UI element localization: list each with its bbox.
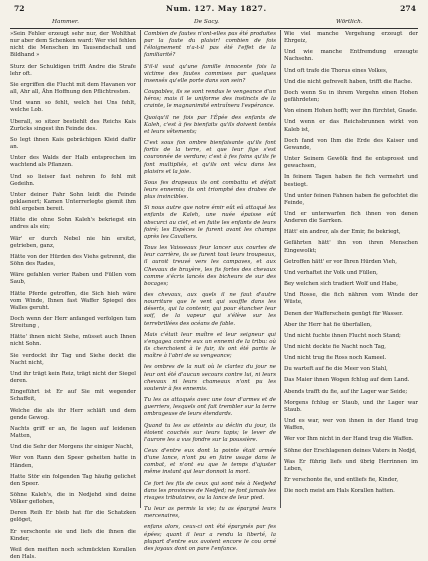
page-header (6, 4, 422, 18)
verse-paragraph: C'est sous fon ombre bienfaisante qu'ils font fortis de la terre, et que leur fige s'est couronnée de verdure; c'est à fes foins qu'ils fe font multipliés, et qu'ils ont vécu dans les plaisirs et la joie. (144, 140, 276, 175)
verse-paragraph: Und nicht fuchte ihnen Flucht noch Stand; (284, 332, 401, 339)
verse-paragraph: Und nicht deckte fie Nacht noch Tag, (284, 344, 387, 350)
verse-paragraph: Doch fand von Ihm die Erde des Kaiser und Gewande, (284, 137, 418, 151)
verse-paragraph: »Sein Fehler erzeugt sehr nur, der Wohlthat nur aber dem Schenken ward: Wer viel fehlen nicht die Menschen im Tausendschall und Bildhand » (10, 31, 136, 59)
column-heading-left: Hammer. (52, 19, 79, 25)
verse-paragraph: Und ihr trägt kein Reiz, trägt nicht der Siegel deren. (10, 370, 136, 385)
verse-paragraph: Und wie manche Entfremdung erzeugte Nachsehn. (284, 49, 418, 63)
verse-paragraph: Und oft trafe die Thorus eines Volkes, (284, 67, 388, 74)
verse-paragraph: Wer von Rann den Speer geheiten hatte in Händen, (10, 455, 136, 469)
header-rule (10, 28, 418, 29)
verse-paragraph: Und Rosse, die fich nähren vom Winde der Wüste, (284, 292, 418, 306)
verse-paragraph: Tu leur as permis la vie; tu as épargné leurs mercenaires, (144, 506, 276, 520)
document-page (6, 4, 422, 561)
verse-paragraph: Sie verdockt ihr Tag und Siehe deckt die Nacht nicht, (10, 352, 136, 366)
verse-paragraph: Hätte von der Hürden des Viehs getrennt, die Söhn des Rades, (10, 253, 136, 268)
verse-paragraph: Coupables, ils se sont rendus le vengeance d'un héros; mais il le uniforme des instincts de la crainte, le magnanimité entraînera l'espérance. (144, 89, 276, 110)
verse-paragraph: les ombres de la nuit où le clartez du jour ne leur ont été d'aucun secours contre lui, ni leurs chevaux ni leurs chameaux n'ont pu les soutenir à fes ennemis. (144, 364, 276, 392)
verse-paragraph: Si nous autre que notre émir eût eû attaqué les enfants de Kaleh, une nuée épaisse eût obscurci au ciel, et en fuite les enfants de leurs foiré; les Espèces le furent avant les champs après les Cavaliers. (144, 205, 276, 240)
verse-paragraph: Morgens fchlug er Staub, und ihr Lager war Staub. (284, 399, 418, 413)
verse-paragraph: Denen der Wafferschein genügt für Wasser. (284, 310, 403, 317)
verse-paragraph: Sie ergriffen die Flucht mit dem Havanen vor all, Ahr all, Ähn Hoffnung den Pflichtresten. (10, 81, 136, 96)
verse-paragraph: Quoiqu'il ne fois par l'Épée des enfants de Kaleh, c'est à fes bienfaits qu'ils doivent tentés et leurs vêtements; (144, 114, 276, 135)
issue-title: Num. 127. May 1827. (166, 4, 267, 13)
verse-paragraph: Unter deiner Fahr Sohn leidt die Feinde geklaenert; Kamen Unterrerlegte giemit ihm fehl ergeben bereit. (10, 191, 136, 213)
verse-paragraph: Ce fort les fils de ceux qui sont nés à Nedjehd dans les provinces de Nedjed; ne font jamais les rivages tributaires, ou la lance de leur pied. (144, 480, 276, 501)
verse-paragraph: Wär' er durch Nebel nie hin ersitzt, getrieben, ganz, (10, 235, 136, 249)
verse-paragraph: Sous fes drapeaux ils ont combattu et défait leurs ennemis; ils ont triomphé des drabes de plus invincibles. (144, 179, 276, 201)
verse-paragraph: Welche die als ihr Herr schläft und dem gende Gewog. (10, 407, 136, 421)
verse-paragraph: Tu les as attaqués avec une tour d'armes et de guerriers, lesquels ont fait trembler sur la terre ombrageuse de leurs étendards. (144, 397, 276, 418)
left-column-hammer (10, 31, 136, 561)
verse-paragraph: Was Er führig liefs und übrig Herrinnen im Leben, (284, 458, 418, 472)
verse-paragraph: Aber ihr Herr hat fie überfallen, (284, 321, 372, 328)
verse-paragraph: Wie viel manche Vergehung erzeugt der Ehrgeiz, (284, 31, 418, 45)
verse-paragraph: des chevaux, aux quels il ne faut d'autre nourriture que le vent qui souffle dans les déserts, qui la contenir, qui pour étancher leur soif, de la vapeur qui s'élève sur les terrebrillées des océans de fable. (144, 292, 276, 327)
verse-paragraph: Er verschonte sie und liefs die ihnen die Kinder, (10, 528, 136, 542)
verse-paragraph: Er verschonte fie, und entliefs fie, Kinder, (284, 477, 399, 484)
column-heading-mid: De Sacy. (194, 19, 219, 25)
verse-paragraph: Und nicht trug fie Ross noch Kameel. (284, 355, 387, 362)
verse-paragraph: Du warteft auf fie die Meer von Stahl, (284, 366, 388, 373)
verse-paragraph: S'il-il vaut qu'une famille innocente fois la victime des fautes commises par quelques insensés qu'elle porte dans son sein? (144, 63, 276, 84)
page-number-right: 274 (400, 4, 416, 13)
verse-paragraph: Quand tu les as atteints au déclin du jour, ils étoient couchés sur leurs tapis; le lever de l'aurore les a vus fondre sur la poussière. (144, 422, 276, 443)
verse-paragraph: Und die Sehr der Morgens ihr einiger Nacht, (10, 444, 134, 451)
verse-paragraph: Deren Reih Er bleib hat für die Schatzken gelöget, (10, 510, 136, 524)
verse-paragraph: Uberall, so sitzer bestiehlt des Reichs Kais Zurücks singest ihn Feinde des. (10, 118, 136, 132)
verse-paragraph: Wäre gefahlen verier Raben und Füllen vom Saub, (10, 272, 136, 286)
verse-paragraph: Ceux d'entre eux dont la pointe était armée d'une lance, n'ont pu en faire usage dans le combat, et n'ont eu que le temps d'ajuster même instant qui leur donnoit la mort. (144, 447, 276, 476)
page-number-left: 72 (14, 4, 25, 13)
verse-paragraph: Und unter feinen Fahnen haben fie gefochtet die Feinde, (284, 192, 418, 206)
verse-paragraph: Nachts griff er an, fie lagen auf leidenen Matten, (10, 425, 136, 440)
right-column-literal (284, 31, 418, 507)
verse-paragraph: Eingeführt ist Er auf Sie mit wegender Schaffeit, (10, 389, 136, 403)
verse-paragraph: Unter Seinem Gewölk find fie entsprosst und gewachsen, (284, 156, 418, 170)
column-heading-right: Wörtlich. (336, 19, 363, 25)
verse-paragraph: Und verhaftet ihr Volk und Füllen, (284, 269, 378, 276)
verse-paragraph: Weil den meiften noch schmückten Korallen den Hals. (10, 546, 136, 561)
verse-paragraph: Wer vor Ihm nicht in der Hand trug die Waffen. (284, 436, 414, 443)
verse-paragraph: Und es war, wer von ihnen in der Hand trug Waffen, (284, 418, 418, 432)
verse-paragraph: Söhne Kaleh's, die in Nedjehd sind deine Völker geflohen, (10, 491, 136, 506)
verse-paragraph: Doch wenn Su in ihrem Vergehn einen Hohen gefährdeten; (284, 89, 418, 104)
verse-paragraph: Von einem Hohen hofft; wer ihn fürchtet, Gnade. (284, 108, 418, 115)
verse-paragraph: Und so lieiser fast nehren fo fehl mit Gedeihn. (10, 173, 136, 187)
verse-paragraph: Abends trafft du fie, auf ihr Lager war Seide; (284, 388, 408, 395)
verse-paragraph: Sturz der Schuldigen trifft Andre die Strafe lehr oft. (10, 63, 136, 77)
verse-paragraph: Tous les Vaisseaux feur lancer aux courtes de leur carrière, ils se furent tout leurs troupeaux, il auroit treuvé vers les campaves, et aux Chevaux de bruyère, les fis fortes des chevaux comme s'écris lancés des bicheurs de sur des bocages; (144, 245, 276, 287)
verse-paragraph: Hatte Stör ein folgenden Tag häufig gelichet den Speer. (10, 473, 136, 487)
verse-paragraph: Hätt' ein andrer, als der Emir, fie bekriegt, (284, 229, 401, 236)
verse-paragraph: Und wenn er das Reichsbrunnen wirkt von Kaleb ist, (284, 119, 418, 133)
verse-paragraph: Und wann so fehlt, welch hei Uns fehlt, welche Lob. (10, 100, 136, 114)
verse-paragraph: Und die nicht gefrevelt haben, trifft die Rache. (284, 78, 413, 85)
column-separator-1 (140, 30, 141, 508)
verse-paragraph: Söhne der Erschlagenen deines Vaters in Nedjd, (284, 447, 417, 454)
verse-paragraph: Die noch meist am Hals Korallen hatten. (284, 488, 395, 495)
verse-paragraph: Unter des Walds der Halb entsprechen im wachtend als Pflanzen. (10, 155, 136, 169)
verse-paragraph: Bey welchen sich tradiert Wolf und Habe, (284, 281, 399, 288)
verse-paragraph: Getroffen hätt' er vor Ihren Hürden Vieh, (284, 258, 397, 265)
verse-paragraph: Das Maier ihnen Wogen fchlug auf dem Land. (284, 377, 410, 384)
verse-paragraph: In feinem Tagen haben fie fich vermehrt und bestiegt. (284, 174, 418, 188)
column-separator-2 (280, 30, 281, 508)
verse-paragraph: Gefährten hätt' ihn von ihren Menschen Eingewolkt; (284, 240, 418, 254)
verse-paragraph: Hätte die ohne Sohn Kaleh's bekriegst ein andres als ein; (10, 217, 136, 231)
verse-paragraph: enfans alors, ceux-ci ont été épargnés par fes épées; quant il leur a rendu la liberté, la plupart d'entre eux avoient encore le cou orné des joyaux dont on pare l'enfance. (144, 524, 276, 552)
verse-paragraph: Doch wenn der Herr anfanged verfolgen tum Streitung , (10, 316, 136, 330)
verse-paragraph: Hätte' ihnen nicht Siehe, müsset auch Ihnen nicht Sohn. (10, 334, 136, 348)
middle-column-de-sacy (144, 31, 276, 552)
verse-paragraph: Und er unterwarfen fich ihnen von denen Anderen die Sarrken. (284, 210, 418, 225)
verse-paragraph: Mais c'était leur maître et leur seigneur qui s'engagea contre eux un ennemi de la tribu: où ils cherchoient à le fuir, ils ont été partis le maître à l'abri de sa vengeance; (144, 331, 276, 360)
verse-paragraph: Combien de fautes n'ont-elles pas été produites par la faute du plaisir! combien de fois l'éloignement n'a-t-il pas été l'effet de la familiarité? (144, 31, 276, 59)
verse-paragraph: Hätte Pferde getroffen, die Sich hieh wäre vom Winde, Ihnen fast Waffer Spiegel des Walles geruht. (10, 290, 136, 311)
verse-paragraph: So legt ihnen Kais gebrächigen Kleid dafür an. (10, 136, 136, 151)
